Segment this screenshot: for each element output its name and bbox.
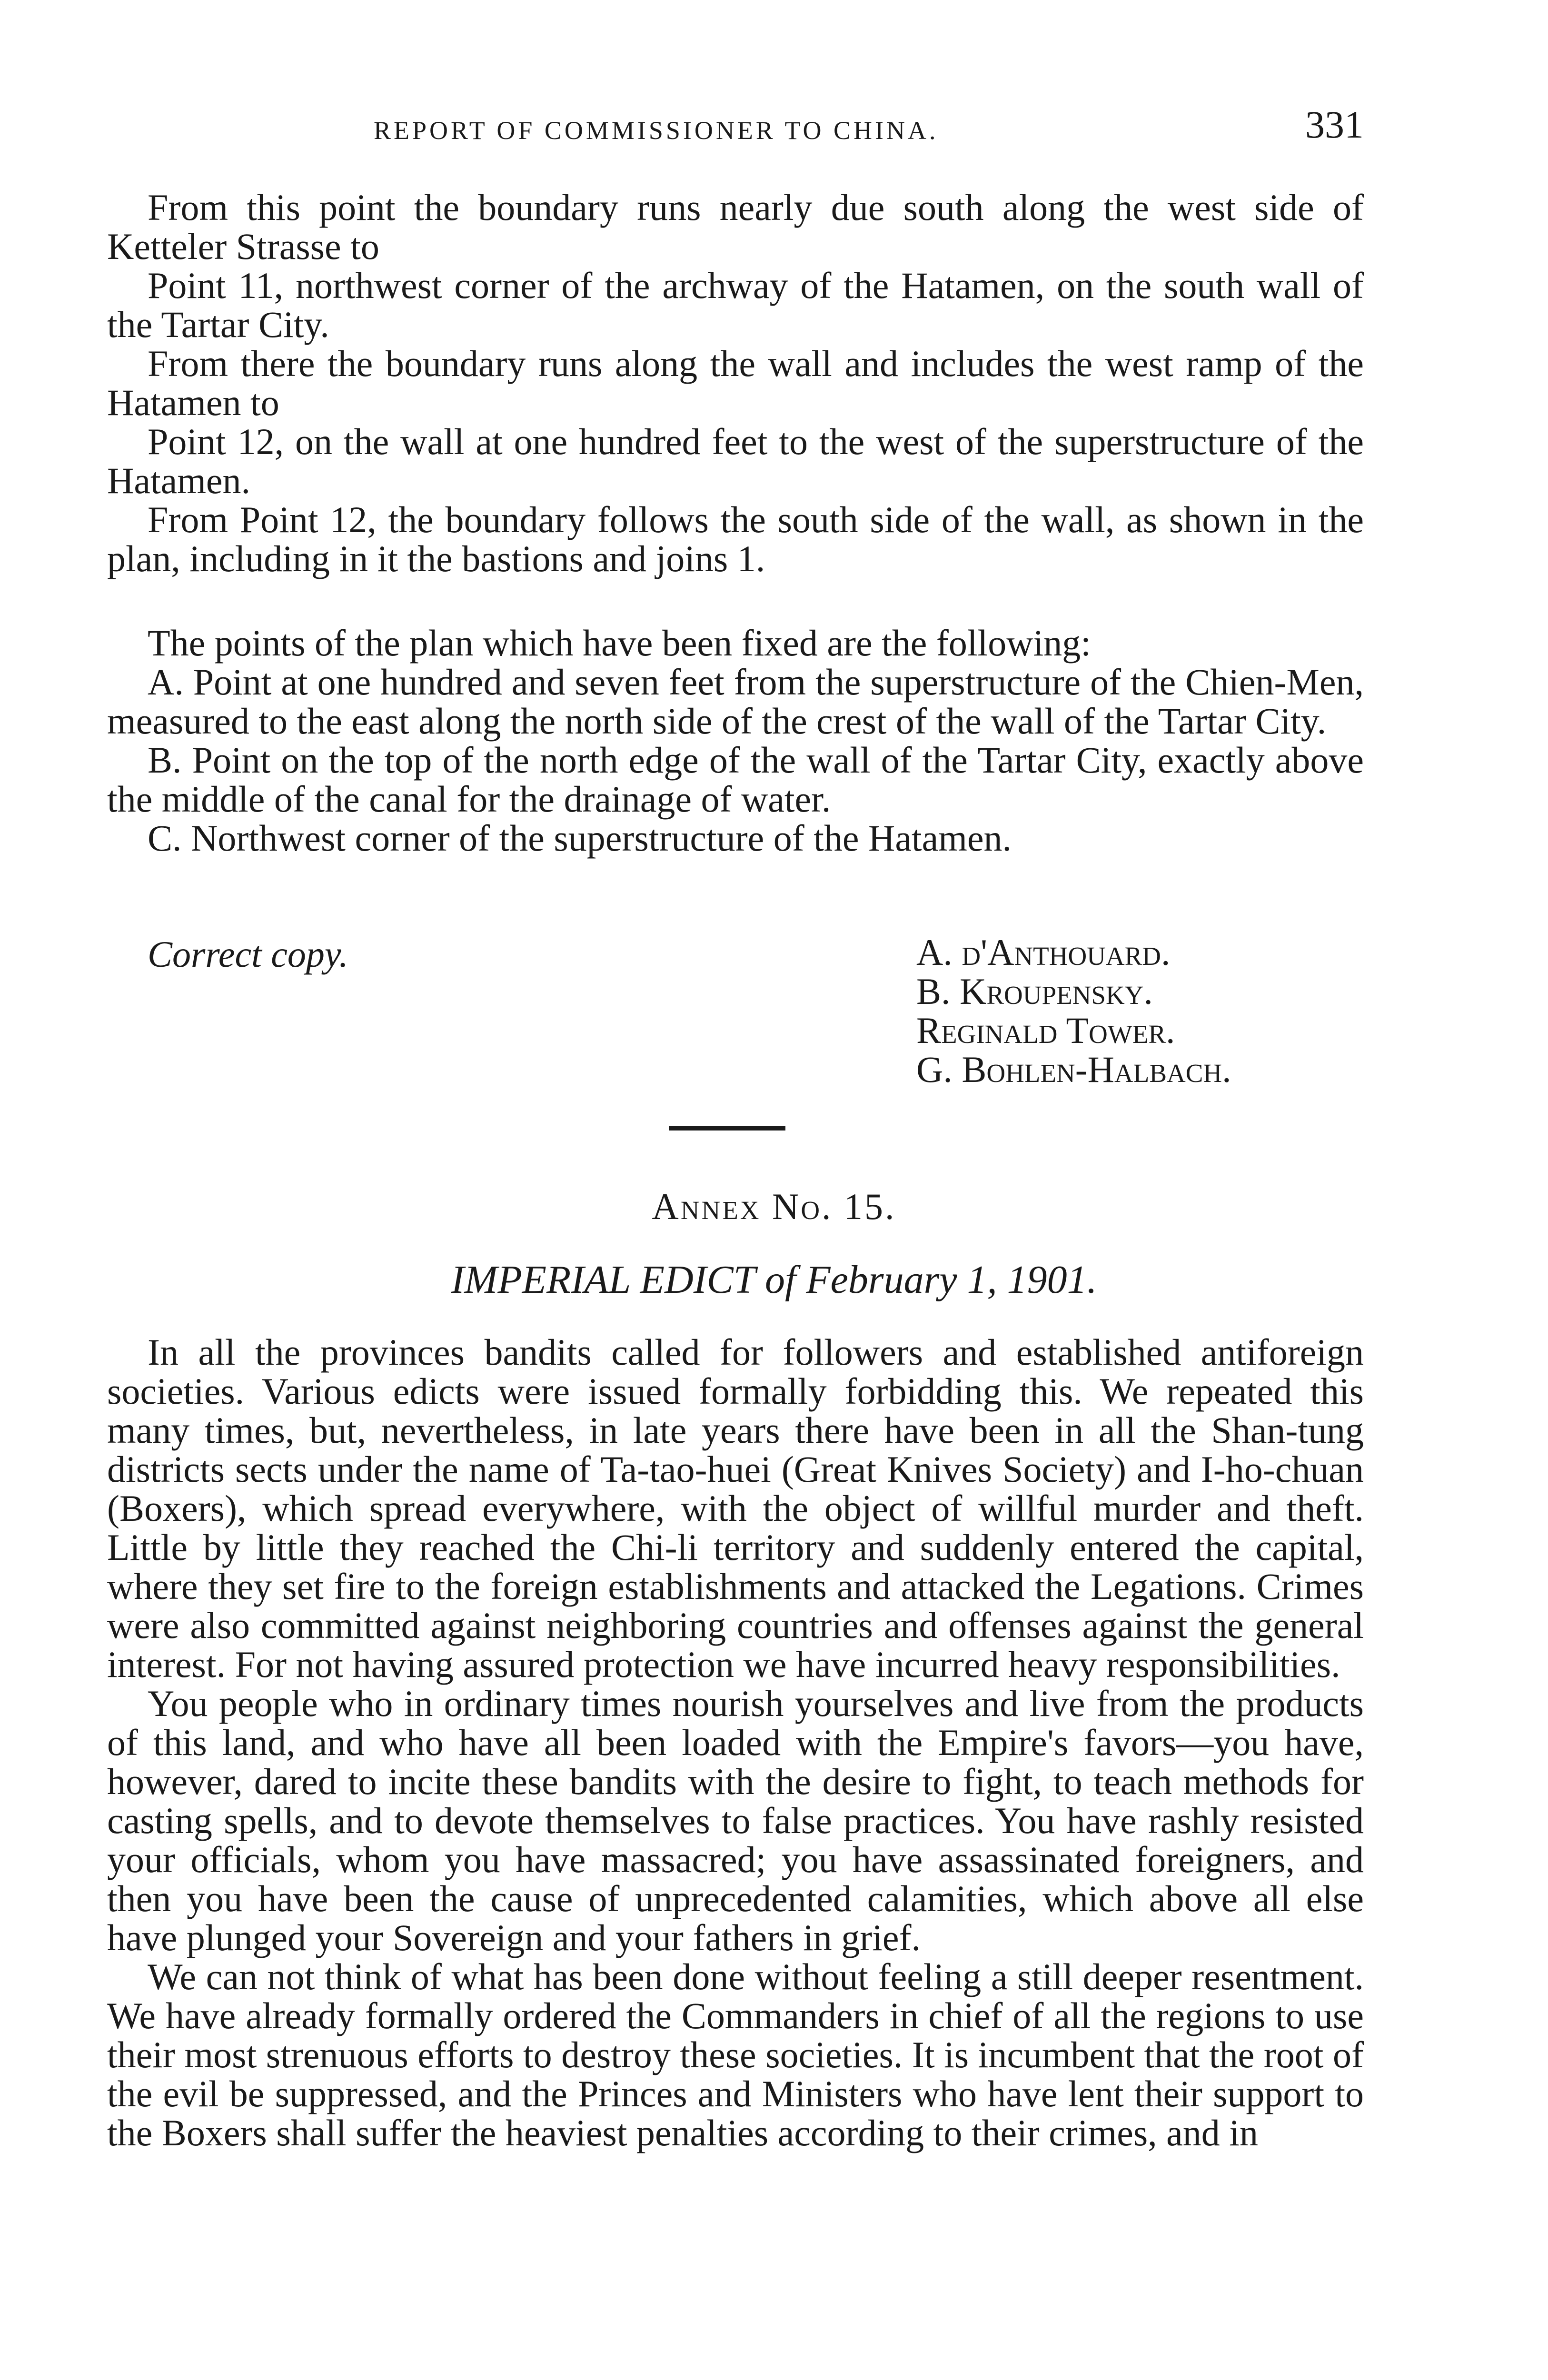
- running-head: REPORT OF COMMISSIONER TO CHINA.: [374, 116, 939, 145]
- paragraph: From there the boundary runs along the wall and includes the west ramp of the Hatamen to: [107, 343, 1364, 423]
- signatory: B. Kroupensky.: [916, 971, 1153, 1012]
- paragraph: In all the provinces bandits called for followers and established antiforeign societies. Various edicts were issued formally forbidding this. We repeated this many times, but, nevertheless, in late years there have been in all the Shan-tung districts sects under the name of Ta-tao-huei (Great Knives Society) and I-ho-chuan (Boxers), which spread everywhere, with the object of willful murder and theft. Little by little they reached the Chi-li territory and suddenly entered the capital, where they set fire to the foreign establishments and attacked the Legations. Crimes were also committed against neighboring countries and offenses against the general interest. For not having assured protection we have incurred heavy responsibilities.: [107, 1331, 1364, 1685]
- list-item: C. Northwest corner of the superstructure of the Hatamen.: [148, 817, 1012, 859]
- paragraph: From Point 12, the boundary follows the south side of the wall, as shown in the plan, including in it the bastions and joins 1.: [107, 499, 1364, 579]
- signatories: [916, 933, 1231, 1089]
- fixed-points-list: [107, 624, 1364, 858]
- section-divider: [669, 1126, 785, 1130]
- paragraph: You people who in ordinary times nourish yourselves and live from the products of this land, and who have all been loaded with the Empire's favors—you have, however, dared to incite these bandits with the desire to fight, to teach methods for casting spells, and to devote themselves to false practices. You have rashly resisted your officials, whom you have massacred; you have assassinated foreigners, and then you have been the cause of unprecedented calamities, which above all else have plunged your Sovereign and your fathers in grief.: [107, 1683, 1364, 1958]
- paragraph: From this point the boundary runs nearly due south along the west side of Ketteler Strasse to: [107, 187, 1364, 267]
- paragraph: We can not think of what has been done without feeling a still deeper resentment. We have already formally ordered the Commanders in chief of all the regions to use their most strenuous efforts to destroy these societies. It is incumbent that the root of the evil be suppressed, and the Princes and Ministers who have lent their support to the Boxers shall suffer the heaviest penalties according to their crimes, and in: [107, 1956, 1364, 2153]
- signatory: G. Bohlen-Halbach.: [916, 1049, 1231, 1090]
- paragraph: The points of the plan which have been fixed are the following:: [148, 622, 1091, 664]
- correct-copy-note: Correct copy.: [148, 933, 348, 975]
- signatory: Reginald Tower.: [916, 1010, 1175, 1051]
- boundary-description: [107, 188, 1364, 578]
- paragraph: Point 12, on the wall at one hundred feet to the west of the superstructure of the Hatamen.: [107, 421, 1364, 501]
- signatory: A. d'Anthouard.: [916, 932, 1171, 973]
- page-number: 331: [1305, 103, 1364, 146]
- signature-block: [107, 933, 1364, 1100]
- edict-title: IMPERIAL EDICT of February 1, 1901.: [451, 1258, 1097, 1302]
- edict-body: [107, 1333, 1364, 2152]
- list-item: B. Point on the top of the north edge of the wall of the Tartar City, exactly above the middle of the canal for the drainage of water.: [107, 739, 1364, 820]
- list-item: A. Point at one hundred and seven feet from the superstructure of the Chien-Men, measured to the east along the north side of the crest of the wall of the Tartar City.: [107, 661, 1364, 742]
- page-header: [107, 102, 1364, 155]
- paragraph: Point 11, northwest corner of the archway of the Hatamen, on the south wall of the Tartar City.: [107, 265, 1364, 345]
- annex-title: Annex No. 15.: [652, 1186, 896, 1227]
